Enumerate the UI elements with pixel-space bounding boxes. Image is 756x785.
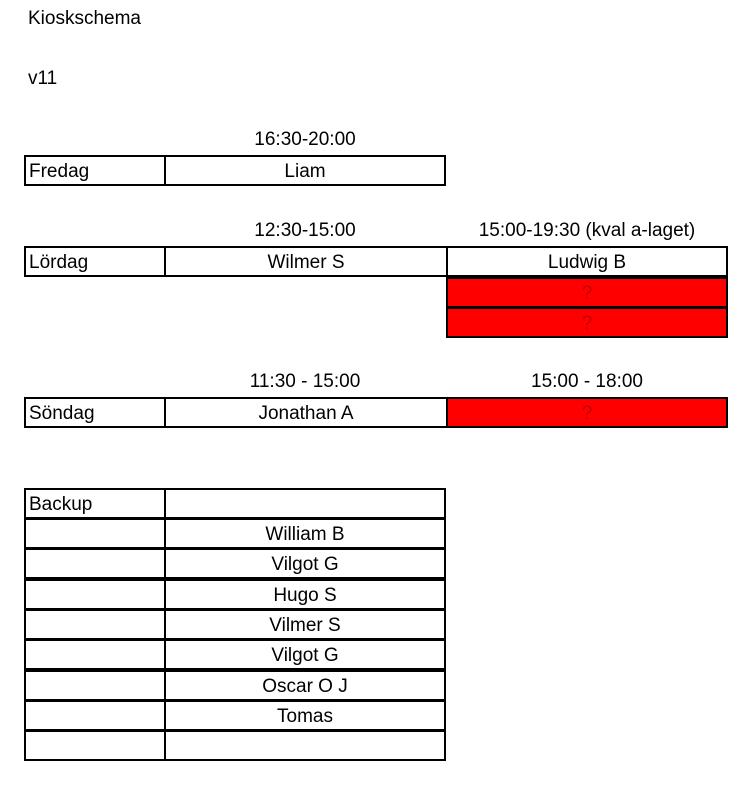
version-label: v11 xyxy=(28,68,58,89)
lordag-time-header-2: 15:00-19:30 (kval a-laget) xyxy=(478,220,696,241)
lordag-slot-2-unfilled-cell[interactable]: ? xyxy=(446,307,728,338)
backup-name-cell[interactable]: Vilgot G xyxy=(164,548,446,579)
fredag-day-cell[interactable]: Fredag xyxy=(24,155,166,186)
backup-name-cell[interactable]: Oscar O J xyxy=(164,670,446,701)
sondag-slot-1-cell[interactable]: Jonathan A xyxy=(164,397,448,428)
backup-blank-cell[interactable] xyxy=(24,639,166,670)
lordag-slot-1-cell[interactable]: Wilmer S xyxy=(164,246,448,277)
fredag-slot-cell[interactable]: Liam xyxy=(164,155,446,186)
backup-blank-cell[interactable] xyxy=(24,609,166,640)
lordag-day-cell[interactable]: Lördag xyxy=(24,246,166,277)
lordag-slot-2-unfilled-cell[interactable]: ? xyxy=(446,277,728,308)
backup-blank-cell[interactable] xyxy=(24,548,166,579)
backup-blank-cell[interactable] xyxy=(24,670,166,701)
backup-name-cell[interactable]: William B xyxy=(164,518,446,549)
lordag-time-header-1: 12:30-15:00 xyxy=(254,220,356,241)
backup-blank-cell[interactable] xyxy=(24,579,166,610)
backup-name-cell[interactable]: Vilgot G xyxy=(164,639,446,670)
backup-name-cell[interactable]: Tomas xyxy=(164,700,446,731)
backup-label-cell[interactable]: Backup xyxy=(24,488,166,519)
sondag-slot-2-unfilled-cell[interactable]: ? xyxy=(446,397,728,428)
backup-blank-cell[interactable] xyxy=(24,518,166,549)
fredag-time-header: 16:30-20:00 xyxy=(254,129,356,150)
backup-empty-cell[interactable] xyxy=(164,488,446,519)
sheet-title: Kioskschema xyxy=(28,8,141,29)
backup-empty-cell[interactable] xyxy=(164,730,446,761)
sondag-day-cell[interactable]: Söndag xyxy=(24,397,166,428)
backup-blank-cell[interactable] xyxy=(24,700,166,731)
backup-name-cell[interactable]: Hugo S xyxy=(164,579,446,610)
sondag-time-header-2: 15:00 - 18:00 xyxy=(531,371,643,392)
lordag-slot-2-cell[interactable]: Ludwig B xyxy=(446,246,728,277)
backup-blank-cell[interactable] xyxy=(24,730,166,761)
sondag-time-header-1: 11:30 - 15:00 xyxy=(249,371,361,392)
backup-name-cell[interactable]: Vilmer S xyxy=(164,609,446,640)
